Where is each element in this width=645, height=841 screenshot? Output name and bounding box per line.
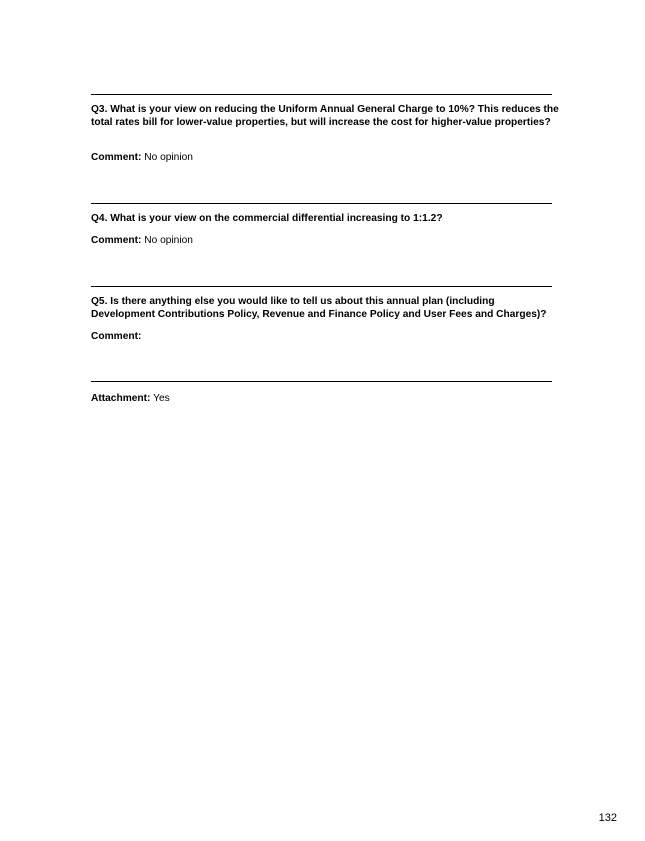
attachment-line (91, 393, 561, 406)
comment-value: No opinion (144, 152, 193, 163)
attachment-value: Yes (153, 393, 170, 404)
section-divider (91, 94, 552, 95)
comment-label: Comment: (91, 235, 142, 246)
section-divider (91, 286, 552, 287)
comment-value: No opinion (144, 235, 193, 246)
question-q4: Q4. What is your view on the commercial differential increasing to 1:1.2? (91, 213, 443, 224)
comment-q4 (91, 235, 561, 248)
section-divider (91, 381, 552, 382)
section-divider (91, 203, 552, 204)
comment-q5 (91, 331, 561, 344)
attachment-label: Attachment: (91, 393, 151, 404)
question-q3: Q3. What is your view on reducing the Uniform Annual General Charge to 10%? This reduces the total rates bill for lower-value properties, but will increase the cost for higher-value properties? (91, 104, 559, 128)
comment-q3 (91, 152, 561, 165)
comment-label: Comment: (91, 152, 142, 163)
comment-label: Comment: (91, 331, 142, 342)
page-number: 132 (598, 812, 617, 824)
question-q5: Q5. Is there anything else you would like to tell us about this annual plan (including Development Contributions Policy, Revenue and Finance Policy and User Fees and Charges)? (91, 296, 547, 320)
